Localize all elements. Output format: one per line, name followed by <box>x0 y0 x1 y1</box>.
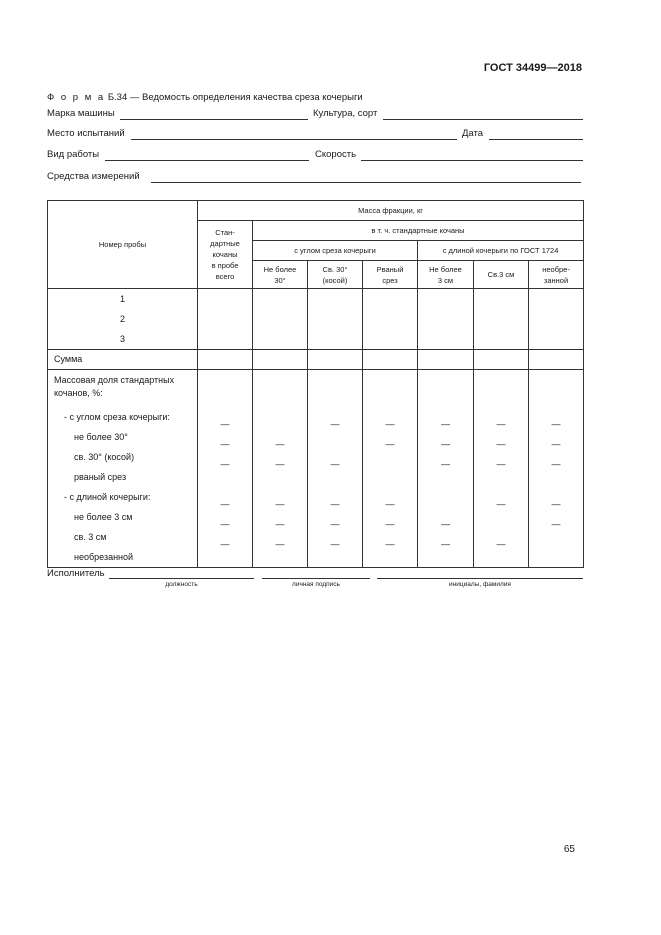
header-sample-number: Номер пробы <box>48 201 198 289</box>
header-col-gt30: Св. 30° (косой) <box>308 261 363 289</box>
dash-cell[interactable]: — <box>551 419 561 429</box>
spacer <box>474 474 528 494</box>
field-row-place <box>47 128 583 142</box>
spacer <box>474 374 528 394</box>
row-label-gt30: св. 30° (косой) <box>74 452 135 462</box>
row-label-le30: не более 30° <box>74 432 128 442</box>
dash-cell[interactable]: — <box>441 419 450 429</box>
culture-label: Культура, сорт <box>313 108 378 119</box>
spacer <box>253 374 307 394</box>
table-cell[interactable] <box>529 350 584 370</box>
dash-cell[interactable]: — <box>385 499 395 509</box>
work-type-label: Вид работы <box>47 149 100 160</box>
instruments-input-line[interactable] <box>151 182 581 183</box>
dash-column <box>418 370 474 568</box>
group-cut-angle: - с углом среза кочерыги: <box>64 412 170 422</box>
dash-cell[interactable]: — <box>220 459 230 469</box>
dash-cell[interactable]: — <box>220 439 230 449</box>
caption-position: должность <box>165 581 198 588</box>
spacer <box>363 374 417 394</box>
spacer <box>198 394 252 414</box>
dash-cell[interactable]: — <box>220 419 230 429</box>
field-row-brand <box>47 108 583 122</box>
header-col-ragged: Рваный срез <box>363 261 418 289</box>
table-cell[interactable] <box>363 350 418 370</box>
dash-cell[interactable]: — <box>551 499 561 509</box>
field-row-work <box>47 149 583 163</box>
form-label: Ф о р м а <box>47 92 106 103</box>
samples-row <box>48 289 584 350</box>
form-title <box>47 92 363 103</box>
dash-cell[interactable]: — <box>330 539 340 549</box>
work-type-input-line[interactable] <box>105 160 309 161</box>
dash-cell[interactable] <box>529 534 583 554</box>
dash-cell[interactable]: — <box>496 419 506 429</box>
date-label: Дата <box>462 128 484 139</box>
samples-cell <box>48 289 198 350</box>
spacer <box>474 394 528 414</box>
dash-cell[interactable]: — <box>551 519 561 529</box>
signature-block <box>47 568 583 592</box>
standard-code: ГОСТ 34499—2018 <box>483 62 582 74</box>
date-input-line[interactable] <box>489 139 583 140</box>
dash-cell[interactable]: — <box>220 499 230 509</box>
dash-cell[interactable]: — <box>275 499 285 509</box>
dash-cell[interactable]: — <box>551 459 561 469</box>
spacer <box>418 474 473 494</box>
dash-cell[interactable]: — <box>385 419 395 429</box>
place-input-line[interactable] <box>131 139 457 140</box>
header-cut-angle: с углом среза кочерыги <box>253 241 418 261</box>
dash-cell[interactable] <box>418 494 473 514</box>
dash-column <box>308 370 363 568</box>
header-mass: Масса фракции, кг <box>198 201 584 221</box>
table-cell[interactable] <box>363 289 418 350</box>
executor-label: Исполнитель <box>47 568 105 579</box>
group-stem-length: - с длиной кочерыги: <box>64 492 151 502</box>
dash-cell[interactable]: — <box>385 539 395 549</box>
dash-column <box>529 370 584 568</box>
dash-cell[interactable]: — <box>220 539 230 549</box>
brand-label: Марка машины <box>47 108 115 119</box>
table-cell[interactable] <box>308 350 363 370</box>
quality-table <box>47 200 584 568</box>
dash-column <box>198 370 253 568</box>
dash-cell[interactable]: — <box>385 439 395 449</box>
table-cell[interactable] <box>253 289 308 350</box>
dash-cell[interactable]: — <box>496 459 506 469</box>
spacer <box>308 394 362 414</box>
table-cell[interactable] <box>198 350 253 370</box>
dash-cell[interactable]: — <box>330 419 340 429</box>
header-col-le30: Не более 30° <box>253 261 308 289</box>
dash-column <box>474 370 529 568</box>
spacer <box>198 374 252 394</box>
dash-cell[interactable]: — <box>275 519 285 529</box>
mass-share-title: Массовая доля стандартных кочанов, %: <box>54 375 175 398</box>
sum-row <box>48 350 584 370</box>
dash-cell[interactable]: — <box>441 519 450 529</box>
header-including: в т. ч. стандартные кочаны <box>253 221 584 241</box>
name-line[interactable] <box>377 578 583 579</box>
brand-input-line[interactable] <box>120 119 308 120</box>
dash-cell[interactable]: — <box>551 439 561 449</box>
culture-input-line[interactable] <box>383 119 583 120</box>
table-cell[interactable] <box>308 289 363 350</box>
spacer <box>418 374 473 394</box>
table-cell[interactable] <box>253 350 308 370</box>
table-cell[interactable] <box>529 289 584 350</box>
spacer <box>418 394 473 414</box>
spacer <box>253 474 307 494</box>
sample-number: 3 <box>119 334 125 344</box>
dash-cell[interactable]: — <box>496 539 506 549</box>
speed-input-line[interactable] <box>361 160 583 161</box>
dash-cell[interactable]: — <box>275 539 285 549</box>
dash-cell[interactable]: — <box>330 499 340 509</box>
header-standard-total: Стан- дартные кочаны в пробе всего <box>198 221 253 289</box>
sample-number: 2 <box>119 314 125 324</box>
spacer <box>529 474 583 494</box>
mass-share-row <box>48 370 584 568</box>
header-col-le3: Не более 3 см <box>418 261 474 289</box>
signature-line[interactable] <box>262 578 370 579</box>
spacer <box>308 474 362 494</box>
dash-cell[interactable]: — <box>330 459 340 469</box>
spacer <box>363 394 417 414</box>
dash-cell[interactable]: — <box>275 439 285 449</box>
field-row-instruments <box>47 171 583 185</box>
row-label-le3: не более 3 см <box>74 512 133 522</box>
table-cell[interactable] <box>474 289 529 350</box>
dash-cell[interactable]: — <box>496 439 506 449</box>
spacer <box>198 474 252 494</box>
table-cell[interactable] <box>198 289 253 350</box>
table-cell[interactable] <box>418 350 474 370</box>
row-label-gt3: св. 3 см <box>74 532 107 542</box>
sample-number: 1 <box>119 294 125 304</box>
spacer <box>308 374 362 394</box>
mass-share-labels <box>48 370 198 568</box>
place-label: Место испытаний <box>47 128 125 139</box>
caption-signature: личная подпись <box>292 581 340 588</box>
header-stem-length: с длиной кочерыги по ГОСТ 1724 <box>418 241 584 261</box>
header-col-gt3: Св.3 см <box>474 261 529 289</box>
dash-cell[interactable]: — <box>496 499 506 509</box>
table-cell[interactable] <box>418 289 474 350</box>
dash-cell[interactable] <box>253 414 307 434</box>
position-line[interactable] <box>109 578 254 579</box>
dash-cell[interactable]: — <box>441 439 450 449</box>
dash-cell[interactable]: — <box>275 459 285 469</box>
dash-cell[interactable]: — <box>441 539 450 549</box>
spacer <box>529 374 583 394</box>
dash-cell[interactable]: — <box>441 459 450 469</box>
caption-name: инициалы, фамилия <box>449 581 511 588</box>
dash-column <box>363 370 418 568</box>
dash-cell[interactable]: — <box>385 519 395 529</box>
speed-label: Скорость <box>315 149 357 160</box>
dash-cell[interactable] <box>308 434 362 454</box>
form-title-text: Б.34 — Ведомость определения качества среза кочерыги <box>107 92 363 103</box>
row-label-ragged: рваный срез <box>74 472 127 482</box>
sum-label: Сумма <box>48 350 198 370</box>
row-label-untrimmed: необрезанной <box>74 552 134 562</box>
instruments-label: Средства измерений <box>47 171 140 182</box>
page-number: 65 <box>563 844 575 855</box>
spacer <box>253 394 307 414</box>
dash-cell[interactable]: — <box>220 519 230 529</box>
header-col-untrimmed: необре- занной <box>529 261 584 289</box>
dash-cell[interactable] <box>474 514 528 534</box>
spacer <box>363 474 417 494</box>
dash-column <box>253 370 308 568</box>
spacer <box>529 394 583 414</box>
dash-cell[interactable]: — <box>330 519 340 529</box>
table-cell[interactable] <box>474 350 529 370</box>
dash-cell[interactable] <box>363 454 417 474</box>
